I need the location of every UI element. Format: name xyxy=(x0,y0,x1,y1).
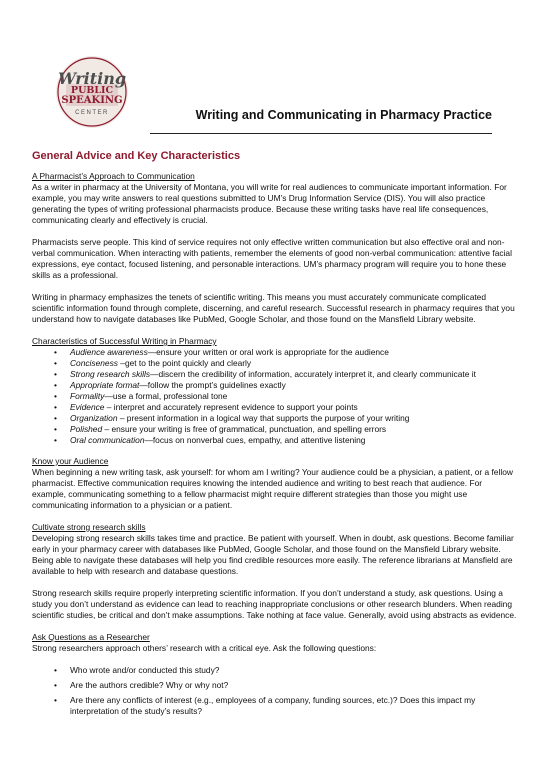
item-term: Organization xyxy=(70,413,118,423)
logo-text-speaking: SPEAKING xyxy=(61,95,123,106)
item-term: Conciseness xyxy=(70,358,118,368)
list-item xyxy=(32,424,518,435)
subheading-approach: A Pharmacist’s Approach to Communication xyxy=(32,171,195,181)
item-term: Evidence xyxy=(70,402,105,412)
item-text: – ensure your writing is free of grammatical, punctuation, and spelling errors xyxy=(102,424,387,434)
characteristics-list xyxy=(32,347,518,446)
title-divider xyxy=(150,133,492,134)
item-text: – present information in a logical way that supports the purpose of your writing xyxy=(117,413,410,423)
item-text: —follow the prompt’s guidelines exactly xyxy=(139,380,286,390)
subheading-questions: Ask Questions as a Researcher xyxy=(32,632,150,642)
list-item xyxy=(32,435,518,446)
document-title: Writing and Communicating in Pharmacy Practice xyxy=(195,108,492,122)
main-content xyxy=(32,149,518,727)
paragraph: Writing in pharmacy emphasizes the tenets of scientific writing. This means you must accurately communicate complicated scientific information found through complete, discerning, and careful research. Successful research in pharmacy requires that you understand how to navigate databases like PubMed, Google Scholar, and those found on the Mansfield Library website. xyxy=(32,292,515,324)
item-text: —focus on nonverbal cues, empathy, and attentive listening xyxy=(144,435,366,445)
logo-text-public: PUBLIC xyxy=(70,85,114,96)
section-heading: General Advice and Key Characteristics xyxy=(32,150,241,162)
paragraph: As a writer in pharmacy at the University of Montana, you will write for real audiences to communicate important information. For example, you may write answers to real questions submitted to UM’s Drug Information Service (DIS). You will also practice generating the types of writing professional pharmacists produce. Because these writing tasks have real life consequences, communicating clearly and effectively is crucial. xyxy=(32,182,507,225)
item-text: – interpret and accurately represent evidence to support your points xyxy=(104,402,358,412)
item-text: —ensure your written or oral work is appropriate for the audience xyxy=(147,347,389,357)
logo-text-writing: Writing xyxy=(57,69,127,88)
paragraph: Strong research skills require properly interpreting scientific information. If you don’t understand a study, ask questions. Using a study you don’t understand as evidence can lead to reaching inappropriate conclusions or other research blunders. When reading scientific studies, be critical and don’t make assumptions. Take nothing at face value. Generally, avoid using abstracts as evidence. xyxy=(32,588,517,620)
questions-list xyxy=(32,665,518,717)
paragraph: When beginning a new writing task, ask yourself: for whom am I writing? Your audience could be a physician, a patient, or a fellow pharmacist. Effective communication requires knowing the intended audience and writing to best reach that audience. For example, communicating something to a fellow pharmacist might require different strategies than those you might use communicating information to a physician or a patient. xyxy=(32,467,513,510)
item-term: Oral communication xyxy=(70,435,145,445)
logo-text-center: CENTER xyxy=(75,110,109,116)
item-term: Strong research skills xyxy=(70,369,151,379)
list-item xyxy=(32,369,518,380)
list-item: • Are there any conflicts of interest (e.g., employees of a company, funding sources, etc.)? Does this impact my interpretation of the study’s results? xyxy=(32,695,518,717)
list-item: • Are the authors credible? Why or why not? xyxy=(32,680,518,691)
subheading-characteristics: Characteristics of Successful Writing in Pharmacy xyxy=(32,336,217,346)
paragraph: Pharmacists serve people. This kind of service requires not only effective written communication but also effective oral and non-verbal communication. When interacting with patients, remember the elements of good non-verbal communication: attentive facial expressions, eye contact, focused listening, and personable interactions. UM’s pharmacy program will require you to hone these skills as a professional. xyxy=(32,237,512,280)
item-text: —use a formal, professional tone xyxy=(104,391,228,401)
list-item xyxy=(32,347,518,358)
paragraph: Developing strong research skills takes time and practice. Be patient with yourself. When in doubt, ask questions. Become familiar early in your pharmacy career with databases like PubMed, Google Scholar, and those found on the Mansfield Library website. Being able to navigate these databases will help you find credible resources more easily. The reference librarians at Mansfield are available to help with research and database questions. xyxy=(32,533,514,576)
list-item xyxy=(32,380,518,391)
subheading-research: Cultivate strong research skills xyxy=(32,522,146,532)
item-text: —discern the credibility of information, accurately interpret it, and clearly communicate it xyxy=(150,369,476,379)
subheading-audience: Know your Audience xyxy=(32,456,109,466)
item-term: Appropriate format xyxy=(70,380,140,390)
list-item xyxy=(32,413,518,424)
list-item xyxy=(32,402,518,413)
paragraph: Strong researchers approach others’ research with a critical eye. Ask the following questions: xyxy=(32,643,377,653)
item-text: –get to the point quickly and clearly xyxy=(117,358,252,368)
item-term: Audience awareness xyxy=(70,347,148,357)
item-term: Formality xyxy=(70,391,105,401)
list-item xyxy=(32,358,518,369)
item-term: Polished xyxy=(70,424,103,434)
list-item: • Who wrote and/or conducted this study? xyxy=(32,665,518,676)
writing-center-logo xyxy=(56,56,128,128)
list-item xyxy=(32,391,518,402)
